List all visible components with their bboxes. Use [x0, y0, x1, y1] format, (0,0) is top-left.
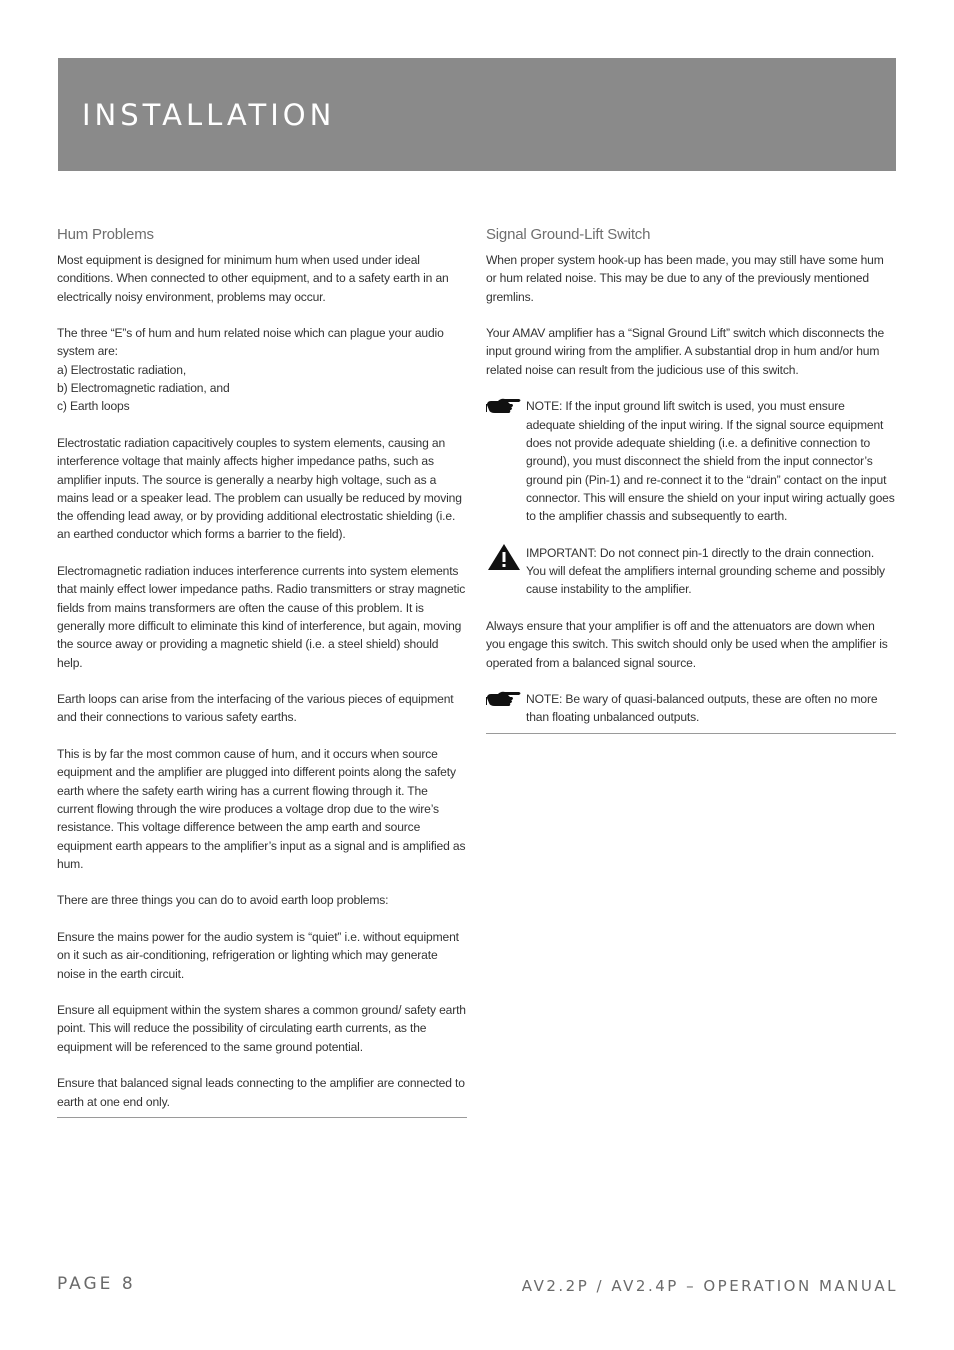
warning-block — [486, 544, 896, 599]
paragraph: Earth loops can arise from the interfacing of the various pieces of equipment and their connections to various safety earths. — [57, 692, 454, 725]
paragraph: Electromagnetic radiation induces interference currents into system elements that mainly effect lower impedance paths. Radio transmitters or stray magnetic fields from mains transformers are often the cause of this problem. It is generally more difficult to eliminate this kind of interference, but again, moving the source away or providing a magnetic shield (i.e. a steel shield) should help. — [57, 564, 466, 670]
section-divider — [486, 733, 896, 734]
note-text: NOTE: If the input ground lift switch is used, you must ensure adequate shielding of the input wiring. If the signal source equipment does not provide adequate shielding (i.e. a definitive connection to ground), you must disconnect the shield from the input connector’s ground pin (Pin-1) and re-connect it to the “drain” contact on the input connector. This will ensure the shield on your input wiring actually goes to the amplifier chassis and subsequently to earth. — [526, 399, 895, 524]
header-banner — [58, 58, 896, 171]
left-column — [57, 226, 467, 1118]
page-title: INSTALLATION — [82, 98, 336, 132]
paragraph: Your AMAV amplifier has a “Signal Ground Lift” switch which disconnects the input ground wiring from the amplifier. A substantial drop in hum and/or hum related noise can result from the judicious use of this switch. — [486, 326, 885, 377]
warning-triangle-icon — [486, 542, 522, 577]
note-text: NOTE: Be wary of quasi-balanced outputs, these are often no more than floating unbalanced outputs. — [526, 692, 878, 725]
paragraph: The three “E”s of hum and hum related noise which can plague your audio system are: — [57, 326, 444, 359]
paragraph: There are three things you can do to avoid earth loop problems: — [57, 893, 389, 908]
paragraph: This is by far the most common cause of hum, and it occurs when source equipment and the amplifier are plugged into different points along the safety earth where the safety earth wiring has a current flowing through it. The current flowing through the wire produces a voltage drop due to the wire’s resistance. This voltage difference between the amp earth and source equipment earth appears to the amplifier’s input as a signal and is amplified as hum. — [57, 747, 466, 871]
e-list — [57, 361, 467, 416]
pointing-hand-icon — [486, 690, 522, 713]
page-number: PAGE 8 — [57, 1274, 136, 1294]
right-column — [486, 226, 896, 734]
paragraph: Always ensure that your amplifier is off and the attenuators are down when you engage this switch. This switch should only be used when the amplifier is operated from a balanced signal source. — [486, 618, 888, 670]
pointing-hand-icon — [486, 397, 522, 420]
note-block — [486, 397, 896, 525]
list-item: c) Earth loops — [57, 399, 130, 414]
list-item: a) Electrostatic radiation, — [57, 362, 187, 377]
paragraph: Ensure the mains power for the audio system is “quiet” i.e. without equipment on it such as air-conditioning, refrigeration or lighting which may generate noise in the earth circuit. — [57, 929, 459, 981]
section-heading-ground-lift: Signal Ground-Lift Switch — [486, 226, 651, 243]
paragraph: Ensure that balanced signal leads connecting to the amplifier are connected to earth at one end only. — [57, 1076, 465, 1109]
note-block — [486, 690, 896, 727]
paragraph: When proper system hook-up has been made, you may still have some hum or hum related noise. This may be due to any of the previously mentioned gremlins. — [486, 253, 884, 304]
paragraph: Electrostatic radiation capacitively couples to system elements, causing an interference voltage that mainly affects higher impedance paths, such as amplifier inputs. The source is generally a nearby high voltage, such as a mains lead or a speaker lead. The problem can usually be reduced by moving the offending lead away, or by providing additional electrostatic shielding (i.e. an earthed conductor which forms a barrier to the field). — [57, 435, 462, 542]
warning-text: IMPORTANT: Do not connect pin-1 directly to the drain connection. You will defeat the amplifiers internal grounding scheme and possibly cause instability to the amplifier. — [526, 545, 885, 597]
paragraph: Ensure all equipment within the system shares a common ground/ safety earth point. This will reduce the possibility of circulating earth currents, as the equipment will be referenced to the same ground potential. — [57, 1003, 466, 1054]
manual-title: AV2.2P / AV2.4P – OPERATION MANUAL — [521, 1277, 898, 1295]
list-item: b) Electromagnetic radiation, and — [57, 381, 230, 396]
section-divider — [57, 1117, 467, 1118]
paragraph: Most equipment is designed for minimum hum when used under ideal conditions. When connected to other equipment, and to a safety earth in an electrically noisy environment, problems may occur. — [57, 253, 449, 304]
section-heading-hum-problems: Hum Problems — [57, 226, 154, 243]
